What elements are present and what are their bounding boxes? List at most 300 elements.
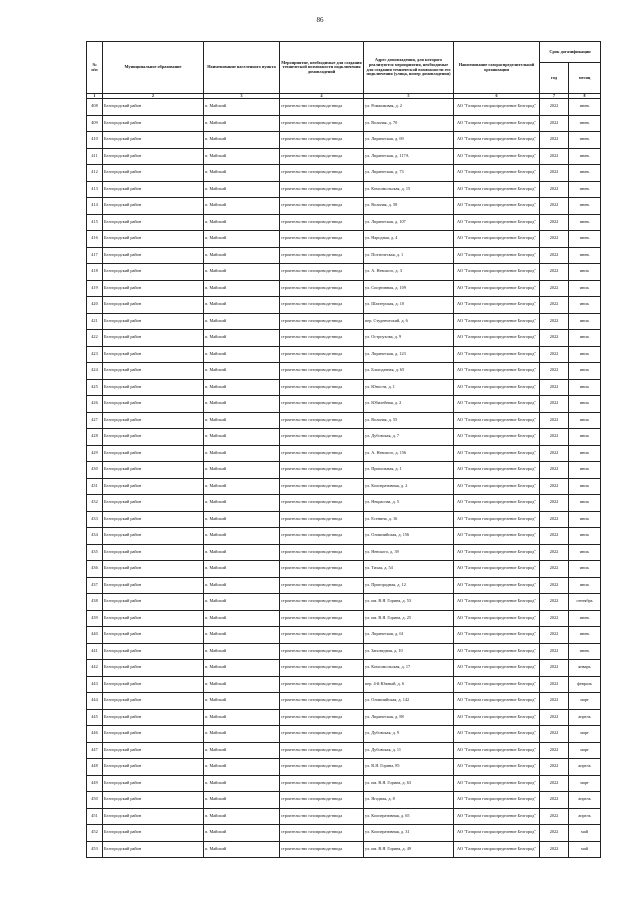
municipality-cell: Белгородский район <box>103 396 204 413</box>
org-cell: АО "Газпром газораспределение Белгород" <box>454 379 540 396</box>
settlement-cell: п. Майский <box>204 214 280 231</box>
month-cell: июль <box>569 528 601 545</box>
year-cell: 2022 <box>540 775 569 792</box>
org-cell: АО "Газпром газораспределение Белгород" <box>454 709 540 726</box>
settlement-cell: п. Майский <box>204 330 280 347</box>
table-row <box>87 528 601 545</box>
address-cell: ул. Лирическая, д. 123 <box>364 346 454 363</box>
month-cell: июль <box>569 346 601 363</box>
address-cell: ул. Вольная, д. 55 <box>364 412 454 429</box>
activity-cell: строительство газопровода-ввода <box>280 610 364 627</box>
activity-cell: строительство газопровода-ввода <box>280 412 364 429</box>
org-cell: АО "Газпром газораспределение Белгород" <box>454 676 540 693</box>
activity-cell: строительство газопровода-ввода <box>280 742 364 759</box>
table-row <box>87 709 601 726</box>
settlement-cell: п. Майский <box>204 297 280 314</box>
municipality-cell: Белгородский район <box>103 693 204 710</box>
year-cell: 2022 <box>540 544 569 561</box>
activity-cell: строительство газопровода-ввода <box>280 429 364 446</box>
org-cell: АО "Газпром газораспределение Белгород" <box>454 165 540 182</box>
row-number: 420 <box>87 297 103 314</box>
year-cell: 2022 <box>540 511 569 528</box>
row-number: 448 <box>87 759 103 776</box>
address-cell: ул. Ягодная, д. 8 <box>364 792 454 809</box>
year-cell: 2022 <box>540 280 569 297</box>
activity-cell: строительство газопровода-ввода <box>280 346 364 363</box>
settlement-cell: п. Майский <box>204 610 280 627</box>
month-cell: июль <box>569 478 601 495</box>
table-row <box>87 198 601 215</box>
address-cell: ул. Лирическая, д. 117А <box>364 148 454 165</box>
table-row <box>87 462 601 479</box>
table-row <box>87 379 601 396</box>
row-number: 408 <box>87 99 103 116</box>
row-number: 449 <box>87 775 103 792</box>
year-cell: 2022 <box>540 495 569 512</box>
address-cell: ул. Ромашковая, д. 2 <box>364 99 454 116</box>
settlement-cell: п. Майский <box>204 379 280 396</box>
address-cell: ул. Невского, д. 39 <box>364 544 454 561</box>
settlement-cell: п. Майский <box>204 594 280 611</box>
table-row <box>87 231 601 248</box>
activity-cell: строительство газопровода-ввода <box>280 379 364 396</box>
row-number: 418 <box>87 264 103 281</box>
address-cell: ул. Заповедная, д. 10 <box>364 643 454 660</box>
org-cell: АО "Газпром газораспределение Белгород" <box>454 792 540 809</box>
activity-cell: строительство газопровода-ввода <box>280 247 364 264</box>
municipality-cell: Белгородский район <box>103 775 204 792</box>
row-number: 431 <box>87 478 103 495</box>
settlement-cell: п. Майский <box>204 346 280 363</box>
month-cell: июнь <box>569 198 601 215</box>
settlement-cell: п. Майский <box>204 627 280 644</box>
month-cell: июль <box>569 264 601 281</box>
municipality-cell: Белгородский район <box>103 528 204 545</box>
municipality-cell: Белгородский район <box>103 660 204 677</box>
year-cell: 2022 <box>540 643 569 660</box>
year-cell: 2022 <box>540 379 569 396</box>
table-row <box>87 676 601 693</box>
month-cell: февраль <box>569 676 601 693</box>
org-cell: АО "Газпром газораспределение Белгород" <box>454 396 540 413</box>
org-cell: АО "Газпром газораспределение Белгород" <box>454 330 540 347</box>
table-row <box>87 247 601 264</box>
header-n: № п/п <box>87 42 103 94</box>
header-settlement: Наименование населенного пункта <box>204 42 280 94</box>
month-cell: июнь <box>569 165 601 182</box>
column-number: 7 <box>540 94 569 99</box>
municipality-cell: Белгородский район <box>103 577 204 594</box>
row-number: 410 <box>87 132 103 149</box>
row-number: 426 <box>87 396 103 413</box>
address-cell: ул. Пригородная, д. 12 <box>364 577 454 594</box>
year-cell: 2022 <box>540 577 569 594</box>
gasification-table <box>86 41 601 858</box>
table-row <box>87 742 601 759</box>
header-year: год <box>540 63 569 94</box>
settlement-cell: п. Майский <box>204 165 280 182</box>
row-number: 447 <box>87 742 103 759</box>
row-number: 443 <box>87 676 103 693</box>
table-row <box>87 726 601 743</box>
address-cell: ул. им. В.Я. Горина, д. 63 <box>364 775 454 792</box>
table-body <box>87 99 601 858</box>
column-number: 3 <box>204 94 280 99</box>
year-cell: 2022 <box>540 709 569 726</box>
activity-cell: строительство газопровода-ввода <box>280 198 364 215</box>
activity-cell: строительство газопровода-ввода <box>280 841 364 858</box>
month-cell: апрель <box>569 759 601 776</box>
table-row <box>87 280 601 297</box>
column-number: 4 <box>280 94 364 99</box>
settlement-cell: п. Майский <box>204 412 280 429</box>
municipality-cell: Белгородский район <box>103 280 204 297</box>
org-cell: АО "Газпром газораспределение Белгород" <box>454 841 540 858</box>
municipality-cell: Белгородский район <box>103 610 204 627</box>
settlement-cell: п. Майский <box>204 396 280 413</box>
year-cell: 2022 <box>540 429 569 446</box>
address-cell: ул. Прихольная, д. 1 <box>364 462 454 479</box>
month-cell: июнь <box>569 247 601 264</box>
table-row <box>87 478 601 495</box>
month-cell: июнь <box>569 132 601 149</box>
activity-cell: строительство газопровода-ввода <box>280 445 364 462</box>
month-cell: июль <box>569 297 601 314</box>
settlement-cell: п. Майский <box>204 495 280 512</box>
month-cell: май <box>569 825 601 842</box>
settlement-cell: п. Майский <box>204 231 280 248</box>
municipality-cell: Белгородский район <box>103 412 204 429</box>
org-cell: АО "Газпром газораспределение Белгород" <box>454 346 540 363</box>
month-cell: сентябрь <box>569 594 601 611</box>
settlement-cell: п. Майский <box>204 511 280 528</box>
month-cell: июнь <box>569 627 601 644</box>
org-cell: АО "Газпром газораспределение Белгород" <box>454 148 540 165</box>
org-cell: АО "Газпром газораспределение Белгород" <box>454 825 540 842</box>
activity-cell: строительство газопровода-ввода <box>280 511 364 528</box>
settlement-cell: п. Майский <box>204 676 280 693</box>
settlement-cell: п. Майский <box>204 825 280 842</box>
page-number: 86 <box>316 16 324 24</box>
table-row <box>87 412 601 429</box>
month-cell: июнь <box>569 181 601 198</box>
month-cell: июль <box>569 495 601 512</box>
row-number: 445 <box>87 709 103 726</box>
address-cell: ул. Некрасова, д. 5 <box>364 495 454 512</box>
activity-cell: строительство газопровода-ввода <box>280 280 364 297</box>
table-row <box>87 627 601 644</box>
settlement-cell: п. Майский <box>204 643 280 660</box>
year-cell: 2022 <box>540 297 569 314</box>
row-number: 427 <box>87 412 103 429</box>
municipality-cell: Белгородский район <box>103 544 204 561</box>
year-cell: 2022 <box>540 759 569 776</box>
address-cell: ул. Лирическая, д. 69 <box>364 132 454 149</box>
row-number: 409 <box>87 115 103 132</box>
org-cell: АО "Газпром газораспределение Белгород" <box>454 495 540 512</box>
column-number: 6 <box>454 94 540 99</box>
table-row <box>87 594 601 611</box>
row-number: 439 <box>87 610 103 627</box>
municipality-cell: Белгородский район <box>103 99 204 116</box>
settlement-cell: п. Майский <box>204 280 280 297</box>
header-org: Наименование газораспределительной организации <box>454 42 540 94</box>
municipality-cell: Белгородский район <box>103 825 204 842</box>
municipality-cell: Белгородский район <box>103 297 204 314</box>
activity-cell: строительство газопровода-ввода <box>280 231 364 248</box>
table-row <box>87 297 601 314</box>
row-number: 422 <box>87 330 103 347</box>
municipality-cell: Белгородский район <box>103 445 204 462</box>
org-cell: АО "Газпром газораспределение Белгород" <box>454 115 540 132</box>
org-cell: АО "Газпром газораспределение Белгород" <box>454 214 540 231</box>
municipality-cell: Белгородский район <box>103 841 204 858</box>
row-number: 428 <box>87 429 103 446</box>
activity-cell: строительство газопровода-ввода <box>280 709 364 726</box>
address-cell: ул. Народная, д. 4 <box>364 231 454 248</box>
settlement-cell: п. Майский <box>204 561 280 578</box>
month-cell: июнь <box>569 231 601 248</box>
year-cell: 2022 <box>540 132 569 149</box>
municipality-cell: Белгородский район <box>103 214 204 231</box>
year-cell: 2022 <box>540 445 569 462</box>
municipality-cell: Белгородский район <box>103 181 204 198</box>
org-cell: АО "Газпром газораспределение Белгород" <box>454 313 540 330</box>
settlement-cell: п. Майский <box>204 462 280 479</box>
address-cell: ул. Олимпийская, д. 142 <box>364 693 454 710</box>
year-cell: 2022 <box>540 726 569 743</box>
municipality-cell: Белгородский район <box>103 742 204 759</box>
table-row <box>87 610 601 627</box>
month-cell: июль <box>569 412 601 429</box>
address-cell: ул. В.Я. Горина, 85 <box>364 759 454 776</box>
activity-cell: строительство газопровода-ввода <box>280 808 364 825</box>
year-cell: 2022 <box>540 825 569 842</box>
org-cell: АО "Газпром газораспределение Белгород" <box>454 726 540 743</box>
settlement-cell: п. Майский <box>204 660 280 677</box>
table-row <box>87 577 601 594</box>
address-cell: ул. Лирическая, д. 107 <box>364 214 454 231</box>
org-cell: АО "Газпром газораспределение Белгород" <box>454 693 540 710</box>
month-cell: июль <box>569 462 601 479</box>
month-cell: июль <box>569 363 601 380</box>
activity-cell: строительство газопровода-ввода <box>280 396 364 413</box>
activity-cell: строительство газопровода-ввода <box>280 330 364 347</box>
table-row <box>87 99 601 116</box>
year-cell: 2022 <box>540 181 569 198</box>
settlement-cell: п. Майский <box>204 198 280 215</box>
address-cell: ул. им. В.Я. Горина, д. 25 <box>364 610 454 627</box>
settlement-cell: п. Майский <box>204 577 280 594</box>
activity-cell: строительство газопровода-ввода <box>280 132 364 149</box>
settlement-cell: п. Майский <box>204 544 280 561</box>
activity-cell: строительство газопровода-ввода <box>280 528 364 545</box>
activity-cell: строительство газопровода-ввода <box>280 643 364 660</box>
org-cell: АО "Газпром газораспределение Белгород" <box>454 247 540 264</box>
org-cell: АО "Газпром газораспределение Белгород" <box>454 181 540 198</box>
year-cell: 2022 <box>540 594 569 611</box>
month-cell: июнь <box>569 148 601 165</box>
municipality-cell: Белгородский район <box>103 346 204 363</box>
activity-cell: строительство газопровода-ввода <box>280 825 364 842</box>
municipality-cell: Белгородский район <box>103 313 204 330</box>
address-cell: ул. Поэтическая, д. 1 <box>364 247 454 264</box>
activity-cell: строительство газопровода-ввода <box>280 495 364 512</box>
row-number: 425 <box>87 379 103 396</box>
month-cell: апрель <box>569 792 601 809</box>
activity-cell: строительство газопровода-ввода <box>280 297 364 314</box>
table-row <box>87 808 601 825</box>
org-cell: АО "Газпром газораспределение Белгород" <box>454 445 540 462</box>
year-cell: 2022 <box>540 660 569 677</box>
year-cell: 2022 <box>540 346 569 363</box>
municipality-cell: Белгородский район <box>103 363 204 380</box>
address-cell: ул. Олимпийская, д. 156 <box>364 528 454 545</box>
year-cell: 2022 <box>540 808 569 825</box>
address-cell: ул. Дубовская, д. 11 <box>364 742 454 759</box>
year-cell: 2022 <box>540 363 569 380</box>
row-number: 423 <box>87 346 103 363</box>
year-cell: 2022 <box>540 841 569 858</box>
table-row <box>87 660 601 677</box>
org-cell: АО "Газпром газораспределение Белгород" <box>454 231 540 248</box>
org-cell: АО "Газпром газораспределение Белгород" <box>454 594 540 611</box>
month-cell: июль <box>569 511 601 528</box>
row-number: 416 <box>87 231 103 248</box>
activity-cell: строительство газопровода-ввода <box>280 99 364 116</box>
municipality-cell: Белгородский район <box>103 495 204 512</box>
org-cell: АО "Газпром газораспределение Белгород" <box>454 577 540 594</box>
row-number: 424 <box>87 363 103 380</box>
settlement-cell: п. Майский <box>204 726 280 743</box>
row-number: 451 <box>87 808 103 825</box>
table-row <box>87 643 601 660</box>
month-cell: июль <box>569 445 601 462</box>
table-row <box>87 429 601 446</box>
row-number: 417 <box>87 247 103 264</box>
month-cell: июль <box>569 313 601 330</box>
activity-cell: строительство газопровода-ввода <box>280 544 364 561</box>
table-row <box>87 825 601 842</box>
table-row <box>87 495 601 512</box>
municipality-cell: Белгородский район <box>103 379 204 396</box>
municipality-cell: Белгородский район <box>103 594 204 611</box>
municipality-cell: Белгородский район <box>103 198 204 215</box>
month-cell: июль <box>569 379 601 396</box>
address-cell: ул. Лирическая, д. 88 <box>364 709 454 726</box>
row-number: 440 <box>87 627 103 644</box>
activity-cell: строительство газопровода-ввода <box>280 148 364 165</box>
org-cell: АО "Газпром газораспределение Белгород" <box>454 478 540 495</box>
table-row <box>87 264 601 281</box>
row-number: 421 <box>87 313 103 330</box>
month-cell: июль <box>569 544 601 561</box>
row-number: 413 <box>87 181 103 198</box>
address-cell: ул. Кооперативная, д. 2 <box>364 478 454 495</box>
activity-cell: строительство газопровода-ввода <box>280 313 364 330</box>
address-cell: ул. Остроухова, д. 9 <box>364 330 454 347</box>
municipality-cell: Белгородский район <box>103 511 204 528</box>
row-number: 434 <box>87 528 103 545</box>
address-cell: ул. им. В.Я. Горина, д. 53 <box>364 594 454 611</box>
address-cell: ул. Спортивная, д. 109 <box>364 280 454 297</box>
settlement-cell: п. Майский <box>204 709 280 726</box>
org-cell: АО "Газпром газораспределение Белгород" <box>454 775 540 792</box>
row-number: 430 <box>87 462 103 479</box>
org-cell: АО "Газпром газораспределение Белгород" <box>454 132 540 149</box>
activity-cell: строительство газопровода-ввода <box>280 478 364 495</box>
municipality-cell: Белгородский район <box>103 429 204 446</box>
year-cell: 2022 <box>540 742 569 759</box>
row-number: 411 <box>87 148 103 165</box>
year-cell: 2022 <box>540 396 569 413</box>
address-cell: ул. им. В.Я. Горина, д. 49 <box>364 841 454 858</box>
table-row <box>87 115 601 132</box>
address-cell: ул. Кооперативная, д. 65 <box>364 808 454 825</box>
header-activity: Мероприятие, необходимые для создания технической возможности подключения домовладений <box>280 42 364 94</box>
settlement-cell: п. Майский <box>204 99 280 116</box>
municipality-cell: Белгородский район <box>103 264 204 281</box>
activity-cell: строительство газопровода-ввода <box>280 775 364 792</box>
settlement-cell: п. Майский <box>204 313 280 330</box>
column-number: 2 <box>103 94 204 99</box>
settlement-cell: п. Майский <box>204 841 280 858</box>
year-cell: 2022 <box>540 610 569 627</box>
year-cell: 2022 <box>540 792 569 809</box>
month-cell: июнь <box>569 610 601 627</box>
org-cell: АО "Газпром газораспределение Белгород" <box>454 660 540 677</box>
year-cell: 2022 <box>540 231 569 248</box>
table-row <box>87 445 601 462</box>
municipality-cell: Белгородский район <box>103 115 204 132</box>
settlement-cell: п. Майский <box>204 247 280 264</box>
month-cell: март <box>569 726 601 743</box>
address-cell: ул. Вольная, д. 70 <box>364 115 454 132</box>
table-row <box>87 181 601 198</box>
municipality-cell: Белгородский район <box>103 792 204 809</box>
org-cell: АО "Газпром газораспределение Белгород" <box>454 544 540 561</box>
settlement-cell: п. Майский <box>204 775 280 792</box>
column-number: 8 <box>569 94 601 99</box>
activity-cell: строительство газопровода-ввода <box>280 115 364 132</box>
row-number: 438 <box>87 594 103 611</box>
activity-cell: строительство газопровода-ввода <box>280 627 364 644</box>
year-cell: 2022 <box>540 264 569 281</box>
year-cell: 2022 <box>540 676 569 693</box>
municipality-cell: Белгородский район <box>103 231 204 248</box>
org-cell: АО "Газпром газораспределение Белгород" <box>454 99 540 116</box>
activity-cell: строительство газопровода-ввода <box>280 676 364 693</box>
year-cell: 2022 <box>540 561 569 578</box>
activity-cell: строительство газопровода-ввода <box>280 462 364 479</box>
row-number: 415 <box>87 214 103 231</box>
activity-cell: строительство газопровода-ввода <box>280 363 364 380</box>
municipality-cell: Белгородский район <box>103 561 204 578</box>
address-cell: ул. А. Невского, д. 3 <box>364 264 454 281</box>
address-cell: ул. Комсомольская, д. 15 <box>364 181 454 198</box>
table-row <box>87 330 601 347</box>
month-cell: июль <box>569 561 601 578</box>
month-cell: июль <box>569 577 601 594</box>
year-cell: 2022 <box>540 627 569 644</box>
org-cell: АО "Газпром газораспределение Белгород" <box>454 198 540 215</box>
month-cell: июнь <box>569 115 601 132</box>
month-cell: май <box>569 841 601 858</box>
table-row <box>87 165 601 182</box>
municipality-cell: Белгородский район <box>103 132 204 149</box>
address-cell: ул. Вольная, д. 58 <box>364 198 454 215</box>
year-cell: 2022 <box>540 478 569 495</box>
